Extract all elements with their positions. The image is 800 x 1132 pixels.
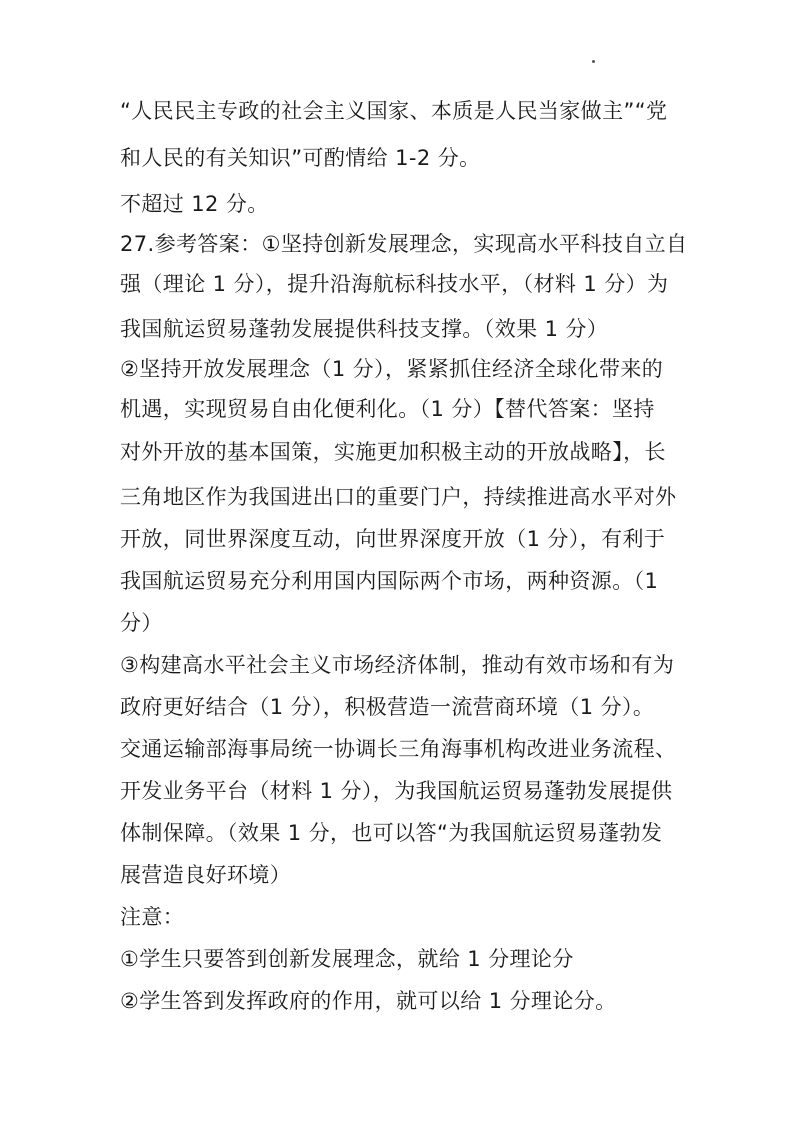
text-line-1: “人民民主专政的社会主义国家、本质是人民当家做主”“党 [120, 99, 668, 123]
text-line-6: 我国航运贸易蓬勃发展提供科技支撑。（效果 1 分） [120, 317, 609, 341]
text-line-15: 政府更好结合（1 分），积极营造一流营商环境（1 分）。 [120, 695, 655, 719]
text-line-17: 开发业务平台（材料 1 分），为我国航运贸易蓬勃发展提供 [120, 779, 673, 803]
text-line-16: 交通运输部海事局统一协调长三角海事机构改进业务流程、 [120, 737, 677, 761]
text-line-7: ②坚持开放发展理念（1 分），紧紧抓住经济全球化带来的 [120, 357, 664, 381]
text-line-11: 开放，同世界深度互动，向世界深度开放（1 分），有利于 [120, 527, 666, 551]
text-line-21: ①学生只要答到创新发展理念，就给 1 分理论分 [120, 947, 574, 971]
text-line-4: 27.参考答案：①坚持创新发展理念，实现高水平科技自立自 [120, 232, 688, 256]
text-line-20: 注意： [120, 905, 185, 929]
text-line-22: ②学生答到发挥政府的作用，就可以给 1 分理论分。 [120, 989, 617, 1013]
text-line-9: 对外开放的基本国策，实施更加积极主动的开放战略】，长 [120, 440, 666, 464]
text-line-10: 三角地区作为我国进出口的重要门户，持续推进高水平对外 [120, 485, 677, 509]
text-line-18: 体制保障。（效果 1 分，也可以答“为我国航运贸易蓬勃发 [120, 821, 663, 845]
scan-dot [592, 60, 595, 63]
text-line-2: 和人民的有关知识”可酌情给 1-2 分。 [120, 146, 481, 170]
text-line-19: 展营造良好环境） [120, 863, 292, 887]
text-line-8: 机遇，实现贸易自由化便利化。（1 分）【替代答案：坚持 [120, 397, 655, 421]
text-line-3: 不超过 12 分。 [120, 192, 269, 216]
text-line-14: ③构建高水平社会主义市场经济体制，推动有效市场和有为 [120, 653, 675, 677]
text-line-12: 我国航运贸易充分利用国内国际两个市场，两种资源。（1 [120, 569, 659, 593]
text-line-5: 强（理论 1 分），提升沿海航标科技水平，（材料 1 分）为 [120, 272, 669, 296]
text-line-13: 分） [120, 611, 163, 635]
